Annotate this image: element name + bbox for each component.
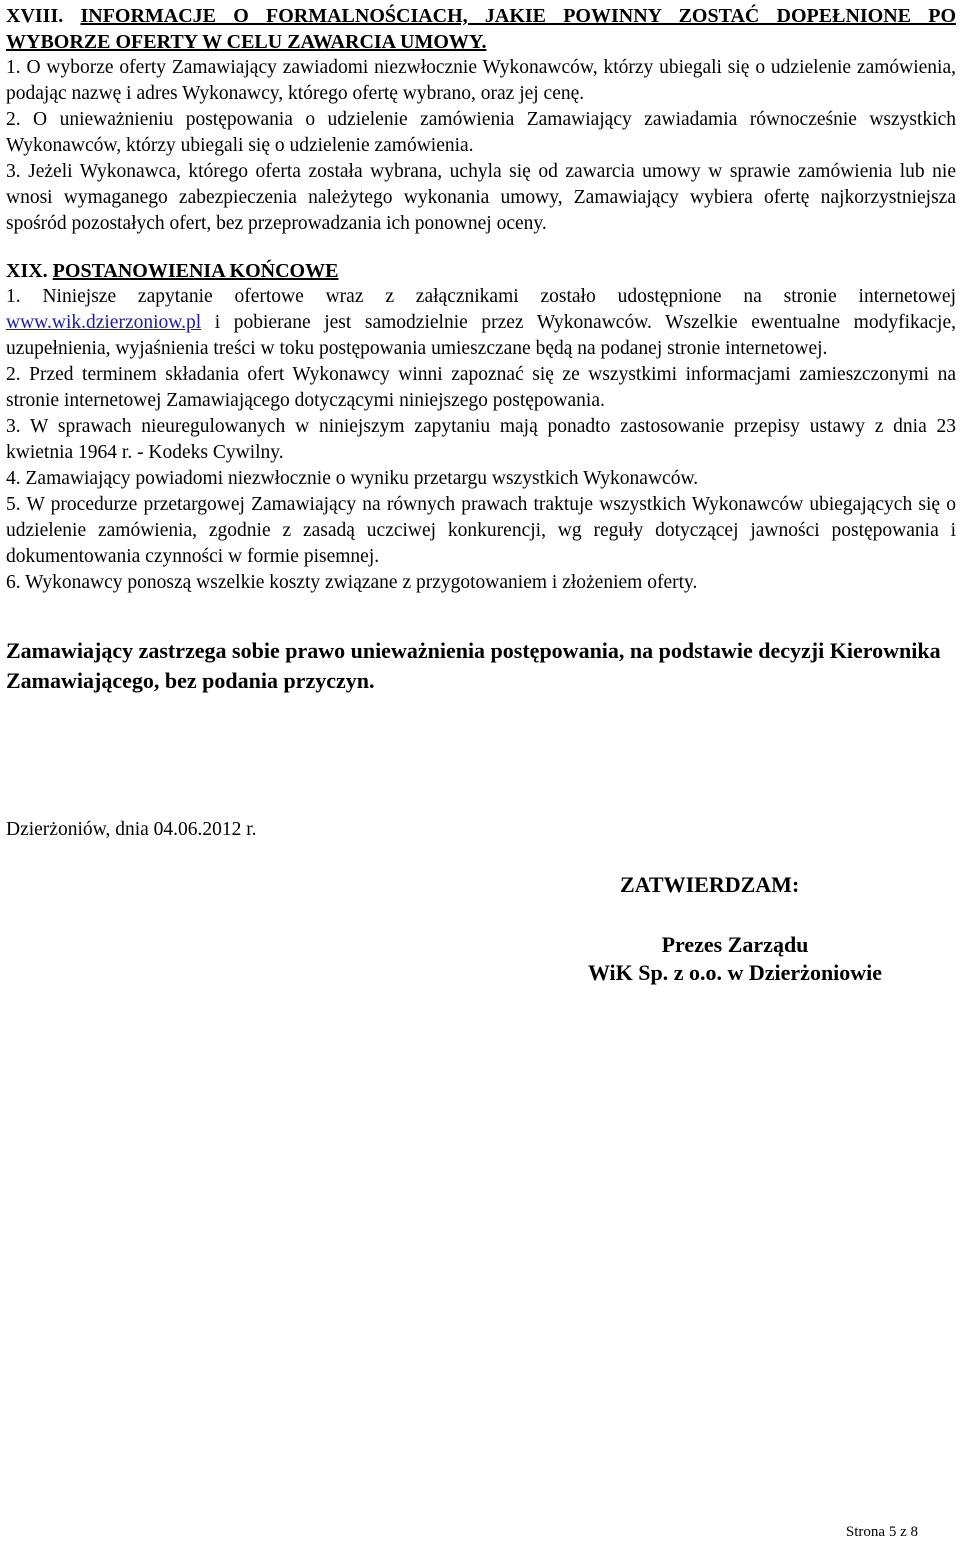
signature-block: [565, 931, 905, 987]
section-19-item-3: 3. W sprawach nieuregulowanych w niniejszym zapytaniu mają ponadto zastosowanie przepisy ustawy z dnia 23 kwietnia 1964 r. - Kodeks Cywilny.: [6, 416, 956, 463]
section-19-heading: [6, 258, 956, 284]
section-19-item-5: 5. W procedurze przetargowej Zamawiający na równych prawach traktuje wszystkich Wykonawców ubiegających się o udzielenie zamówienia, zgodnie z zasadą uczciwej konkurencji, wg reguły dotyczącej jawności postępowania i dokumentowania czynności w formie pisemnej.: [6, 494, 956, 567]
section-19-item-6: 6. Wykonawcy ponoszą wszelkie koszty związane z przygotowaniem i złożeniem oferty.: [6, 572, 698, 593]
section-19-title: POSTANOWIENIA KOŃCOWE: [52, 260, 339, 282]
section-19-number: XIX.: [6, 260, 48, 282]
page-number: Strona 5 z 8: [845, 1524, 918, 1540]
reservation-statement: Zamawiający zastrzega sobie prawo unieważnienia postępowania, na podstawie decyzji Kierownika Zamawiającego, bez podania przyczyn.: [6, 638, 941, 693]
section-18-heading: [6, 3, 956, 55]
section-19-item-4: 4. Zamawiający powiadomi niezwłocznie o wyniku przetargu wszystkich Wykonawców.: [6, 468, 699, 489]
section-18-item-3: 3. Jeżeli Wykonawca, którego oferta została wybrana, uchyla się od zawarcia umowy w sprawie zamówienia lub nie wnosi wymaganego zabezpieczenia należytego wykonania umowy, Zamawiający wybiera ofertę najkorzystniejsza spośród pozostałych ofert, bez przeprowadzania ich ponownej oceny.: [6, 161, 956, 234]
website-link[interactable]: www.wik.dzierzoniow.pl: [6, 312, 202, 333]
section-19-item-1-text: 1. Niniejsze zapytanie ofertowe wraz z załącznikami zostało udostępnione na stronie internetowej: [6, 286, 956, 307]
section-18-number: XVIII.: [6, 5, 64, 27]
section-19-item-2: 2. Przed terminem składania ofert Wykonawcy winni zapoznać się ze wszystkimi informacjami zamieszczonymi na stronie internetowej Zamawiającego dotyczącymi niniejszego postępowania.: [6, 364, 956, 411]
section-18-item-1: 1. O wyborze oferty Zamawiający zawiadomi niezwłocznie Wykonawców, którzy ubiegali się o udzielenie zamówienia, podając nazwę i adres Wykonawcy, którego ofertę wybrano, oraz jej cenę.: [6, 57, 956, 104]
approval-label: ZATWIERDZAM:: [620, 872, 800, 897]
place-and-date: Dzierżoniów, dnia 04.06.2012 r.: [6, 819, 257, 840]
signature-company: WiK Sp. z o.o. w Dzierżoniowie: [587, 960, 883, 985]
section-19-item-1: [6, 284, 956, 362]
section-18-item-2: 2. O unieważnieniu postępowania o udzielenie zamówienia Zamawiający zawiadamia równocześnie wszystkich Wykonawców, którzy ubiegali się o udzielenie zamówienia.: [6, 109, 956, 156]
signature-role: Prezes Zarządu: [661, 932, 809, 957]
document-page: [6, 0, 956, 696]
section-18-title: INFORMACJE O FORMALNOŚCIACH, JAKIE POWINNY ZOSTAĆ DOPEŁNIONE PO WYBORZE OFERTY W CELU ZAWARCIA UMOWY.: [6, 5, 956, 53]
section-19-item-1-rest: i pobierane jest samodzielnie przez Wykonawców. Wszelkie ewentualne modyfikacje, uzupełnienia, wyjaśnienia treści w toku postępowania umieszczane będą na podanej stronie internetowej.: [6, 312, 956, 359]
